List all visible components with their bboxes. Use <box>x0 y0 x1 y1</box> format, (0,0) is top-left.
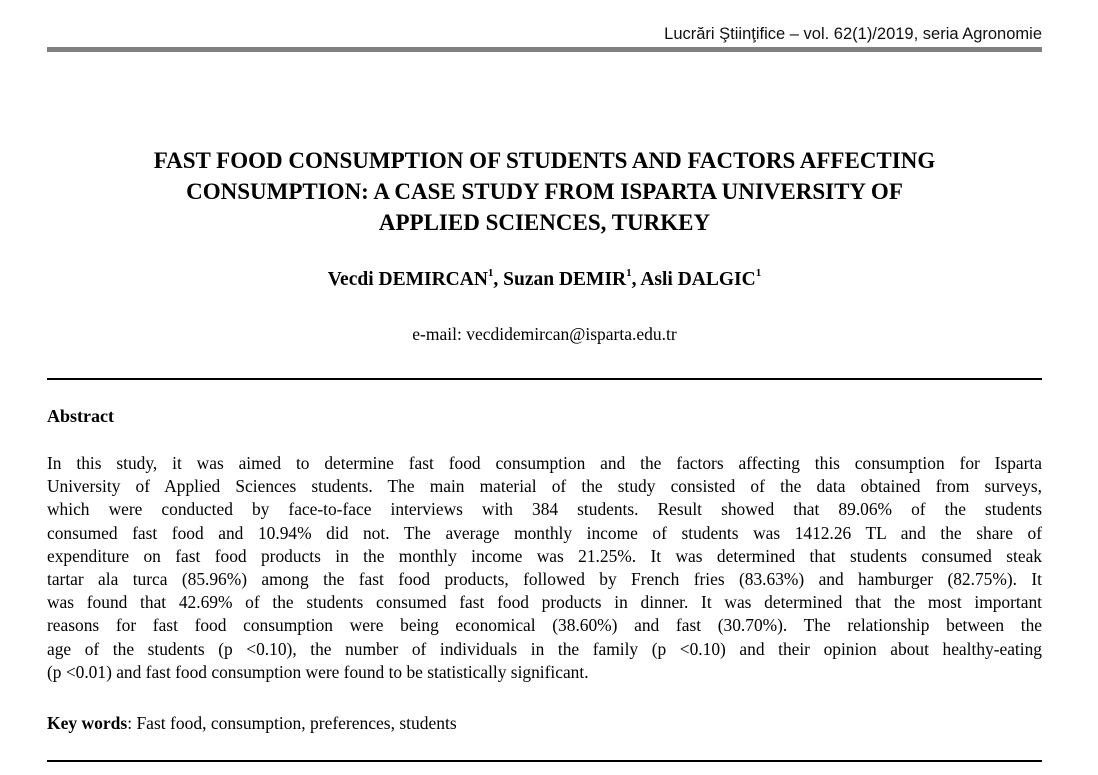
keywords-text: Fast food, consumption, preferences, students <box>136 713 457 733</box>
title-line: FAST FOOD CONSUMPTION OF STUDENTS AND FACTORS AFFECTING <box>153 148 936 173</box>
author-separator: , <box>493 269 504 290</box>
paper-title <box>47 145 1042 238</box>
abstract-body <box>47 452 1042 684</box>
author-affiliation: 1 <box>487 267 494 279</box>
author-name: Vecdi DEMIRCAN <box>327 269 488 290</box>
author-affiliation: 1 <box>755 267 762 279</box>
abstract-line: tartar ala turca (85.96%) among the fast food products, followed by French fries (83.63%) and hamburger (82.75%). It <box>47 568 1042 589</box>
abstract-line: University of Applied Sciences students. The main material of the study consisted of the data obtained from surveys, <box>47 476 1042 497</box>
abstract-line: was found that 42.69% of the students consumed fast food products in dinner. It was determined that the most important <box>47 592 1042 613</box>
title-line: APPLIED SCIENCES, TURKEY <box>378 210 711 235</box>
abstract-line: age of the students (p <0.10), the number of individuals in the family (p <0.10) and their opinion about healthy-eating <box>47 638 1042 659</box>
abstract-line: (p <0.01) and fast food consumption were found to be statistically significant. <box>47 661 589 682</box>
contact-email <box>47 323 1042 345</box>
author-affiliation: 1 <box>626 267 632 279</box>
header-rule <box>47 47 1042 52</box>
email-label: e-mail: <box>412 324 467 344</box>
email-address[interactable]: vecdidemircan@isparta.edu.tr <box>466 324 677 344</box>
abstract-line: consumed fast food and 10.94% did not. The average monthly income of students was 1412.26 TL and the share of <box>47 522 1042 543</box>
abstract-line: which were conducted by face-to-face interviews with 384 students. Result showed that 89.06% of the students <box>47 499 1042 520</box>
abstract-line: expenditure on fast food products in the monthly income was 21.25%. It was determined that students consumed steak <box>47 545 1042 566</box>
title-line: CONSUMPTION: A CASE STUDY FROM ISPARTA UNIVERSITY OF <box>186 179 903 204</box>
author-name: Asli DALGIC <box>640 269 756 290</box>
section-divider <box>47 760 1042 762</box>
paper-page <box>47 0 1042 775</box>
abstract-line: reasons for fast food consumption were being economical (38.60%) and fast (30.70%). The relationship between the <box>47 615 1042 636</box>
section-divider <box>47 378 1042 380</box>
keywords-separator: : <box>127 713 137 733</box>
author-list <box>47 268 1042 292</box>
keywords-label: Key words <box>47 713 128 733</box>
abstract-heading: Abstract <box>47 406 114 426</box>
abstract-line: In this study, it was aimed to determine fast food consumption and the factors affecting this consumption for Isparta <box>47 453 1042 473</box>
running-header: Lucrări Ştiinţifice – vol. 62(1)/2019, seria Agronomie <box>664 25 1042 43</box>
keywords <box>47 712 457 734</box>
author-name: Suzan DEMIR <box>503 269 627 290</box>
author-separator: , <box>631 269 641 290</box>
